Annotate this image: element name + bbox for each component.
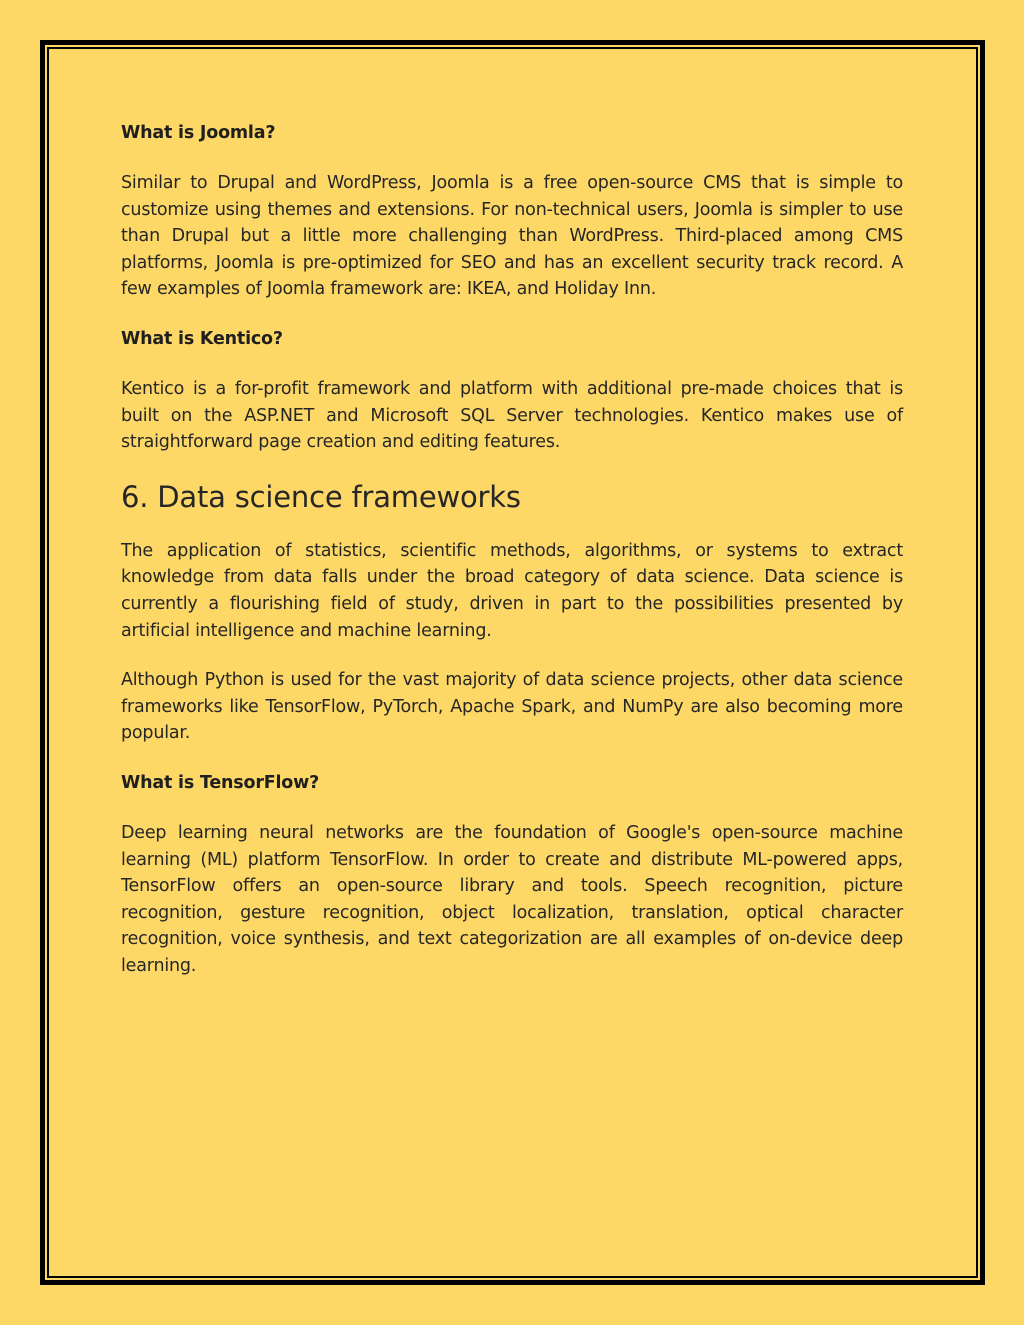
data-science-paragraph: The application of statistics, scientific methods, algorithms, or systems to extract knowledge from data falls under the broad category of data science. Data science is currently a flourishing field of study, driven in part to the possibilities presented by artificial intelligence and machine learning. [121,540,903,641]
tensorflow-heading: What is TensorFlow? [121,772,320,793]
document-body [121,120,903,1002]
tensorflow-paragraph: Deep learning neural networks are the foundation of Google's open-source machine learning (ML) platform TensorFlow. In order to create and distribute ML-powered apps, TensorFlow offers an open-source library and tools. Speech recognition, picture recognition, gesture recognition, object localization, translation, optical character recognition, voice synthesis, and text categorization are all examples of on-device deep learning. [121,822,903,976]
python-paragraph: Although Python is used for the vast majority of data science projects, other data science frameworks like TensorFlow, PyTorch, Apache Spark, and NumPy are also becoming more popular. [121,670,903,744]
joomla-heading: What is Joomla? [121,123,276,143]
section-heading: 6. Data science frameworks [121,479,521,514]
joomla-paragraph: Similar to Drupal and WordPress, Joomla is a free open-source CMS that is simple to customize using themes and extensions. For non-technical users, Joomla is simpler to use than Drupal but a little more challenging than WordPress. Third-placed among CMS platforms, Joomla is pre-optimized for SEO and has an excellent security track record. A few examples of Joomla framework are: IKEA, and Holiday Inn. [121,173,903,300]
kentico-heading: What is Kentico? [121,328,283,349]
kentico-paragraph: Kentico is a for-profit framework and platform with additional pre-made choices that is built on the ASP.NET and Microsoft SQL Server technologies. Kentico makes use of straightforward page creation and editing features. [121,378,903,453]
